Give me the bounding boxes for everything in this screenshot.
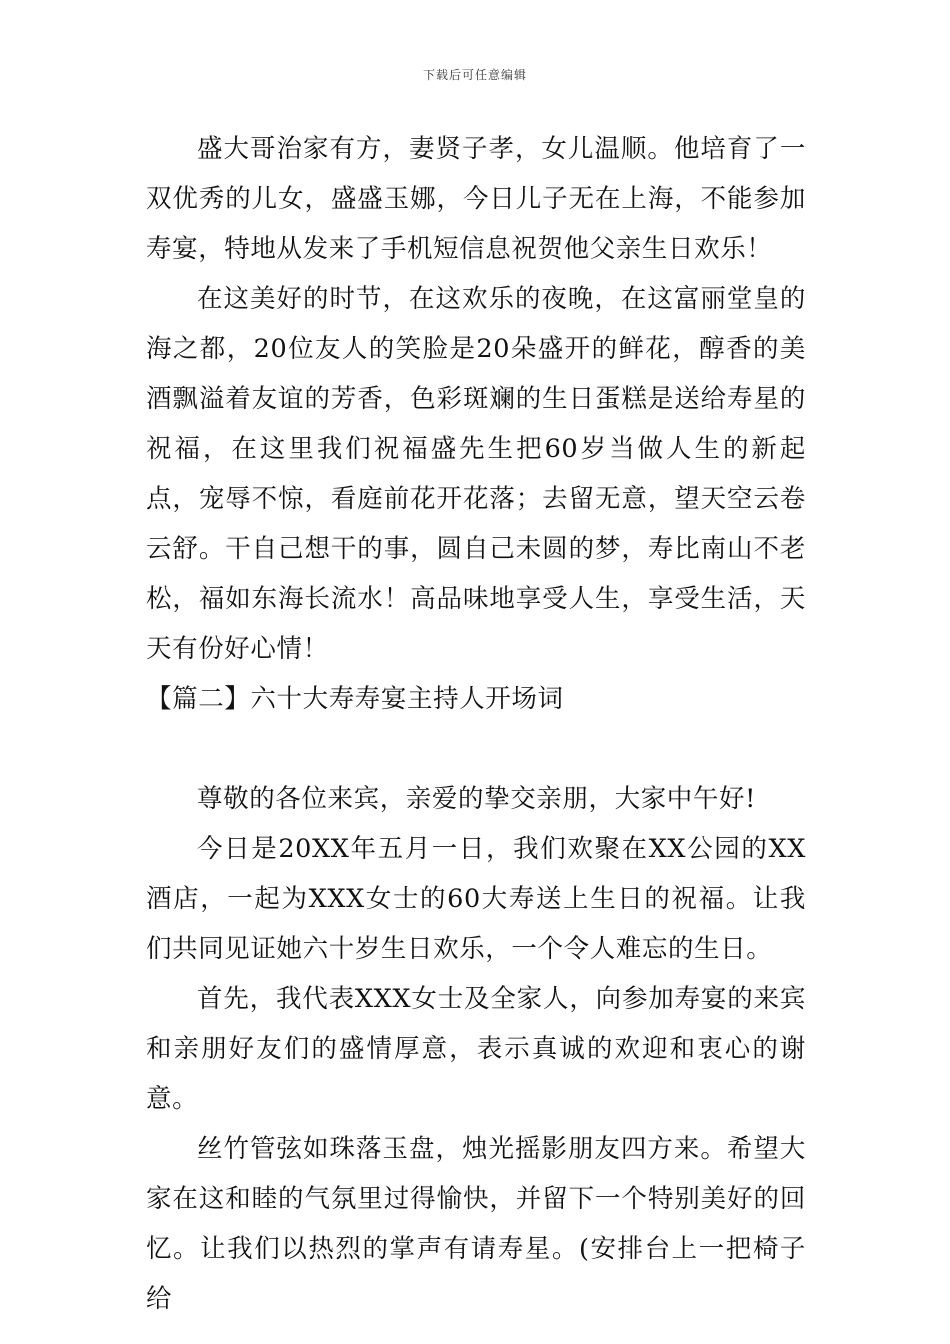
section-heading: 【篇二】六十大寿寿宴主持人开场词 (146, 684, 564, 714)
document-body (146, 124, 806, 1324)
header-note: 下载后可任意编辑 (422, 68, 527, 82)
paragraph: 在这美好的时节，在这欢乐的夜晚，在这富丽堂皇的海之都，20位友人的笑脸是20朵盛开的鲜花，醇香的美酒飘溢着友谊的芳香，色彩斑斓的生日蛋糕是送给寿星的祝福，在这里我们祝福盛先生把60岁当做人生的新起点，宠辱不惊，看庭前花开花落；去留无意，望天空云卷云舒。干自己想干的事，圆自己未圆的梦，寿比南山不老松，福如东海长流水！高品味地享受人生，享受生活，天天有份好心情！ (146, 284, 806, 664)
paragraph: 今日是20XX年五月一日，我们欢聚在XX公园的XX酒店，一起为XXX女士的60大寿送上生日的祝福。让我们共同见证她六十岁生日欢乐，一个令人难忘的生日。 (146, 834, 806, 964)
paragraph: 首先，我代表XXX女士及全家人，向参加寿宴的来宾和亲朋好友们的盛情厚意，表示真诚的欢迎和衷心的谢意。 (146, 984, 806, 1114)
paragraph: 尊敬的各位来宾，亲爱的挚交亲朋，大家中午好! (197, 784, 756, 814)
paragraph: 丝竹管弦如珠落玉盘，烛光摇影朋友四方来。希望大家在这和睦的气氛里过得愉快，并留下一个特别美好的回忆。让我们以热烈的掌声有请寿星。(安排台上一把椅子给 (146, 1134, 806, 1314)
paragraph: 盛大哥治家有方，妻贤子孝，女儿温顺。他培育了一双优秀的儿女，盛盛玉娜，今日儿子无在上海，不能参加寿宴，特地从发来了手机短信息祝贺他父亲生日欢乐！ (146, 134, 806, 264)
